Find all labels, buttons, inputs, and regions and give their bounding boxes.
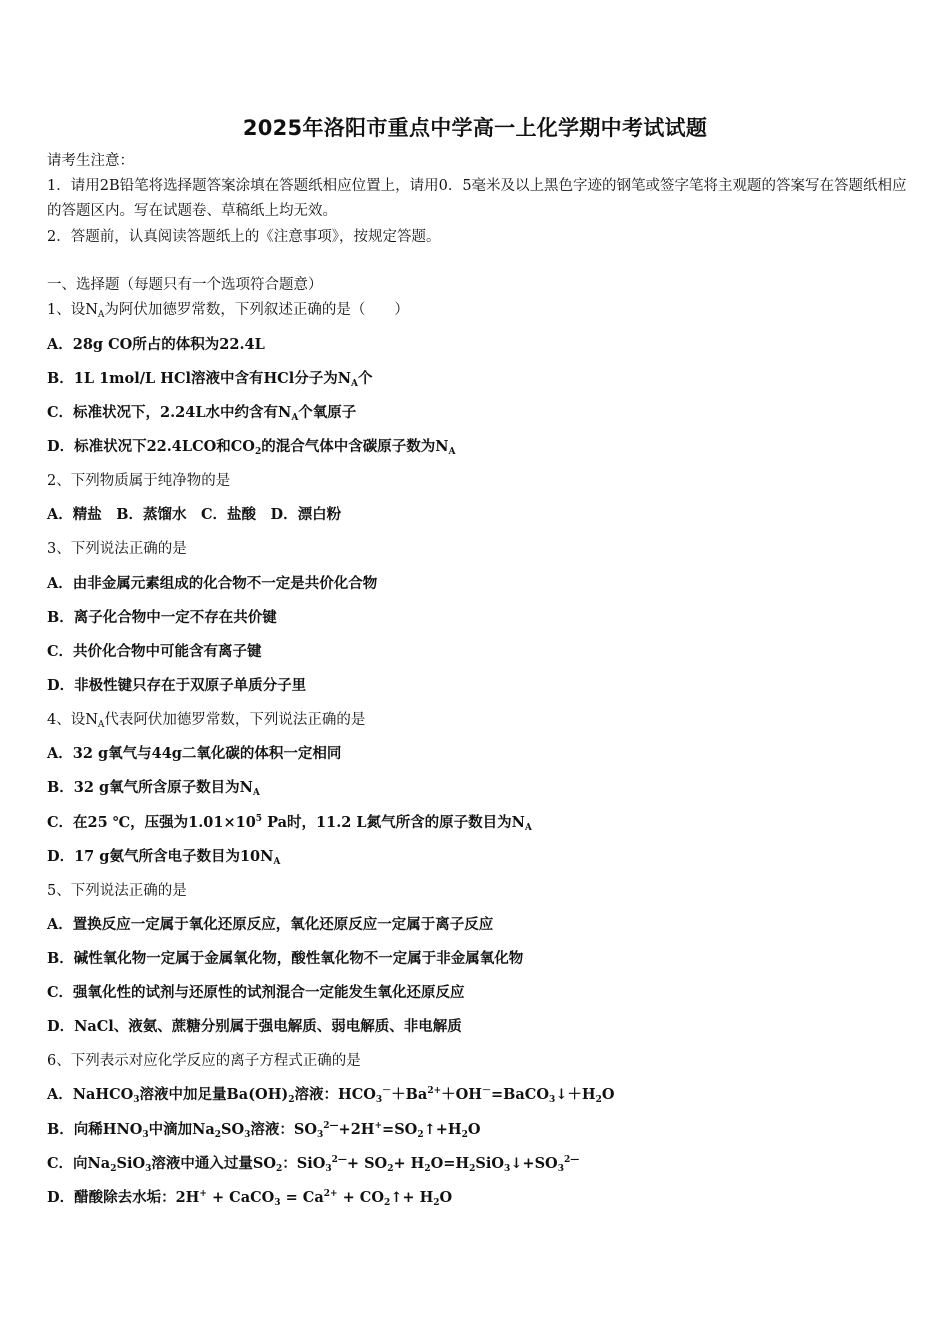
question-3-option-c: C．共价化合物中可能含有离子键 — [47, 643, 262, 660]
question-4-stem: 4、设$N_A$代表阿伏加德罗常数，下列说法正确的是 — [47, 712, 366, 730]
question-1-option-b: B．1L 1mol/L HCl溶液中含有HCl分子为$N_A$个 — [47, 370, 373, 389]
question-5-stem: 5、下列说法正确的是 — [47, 883, 187, 899]
question-1-option-d: D．标准状况下22.4LCO和$CO_2$的混合气体中含碳原子数为$N_A$ — [47, 438, 456, 457]
question-2-stem: 2、下列物质属于纯净物的是 — [47, 473, 231, 489]
question-3-option-a: A．由非金属元素组成的化合物不一定是共价化合物 — [47, 575, 378, 592]
question-6-option-b: B．向稀$HNO_3$中滴加$Na_2SO_3$溶液：$SO_3^{2—}+2H^+=SO_2↑+H_2O$ — [47, 1121, 481, 1140]
question-4-option-d: D．17 g氨气所含电子数目为$10N_A$ — [47, 848, 281, 867]
question-1-option-c: C．标准状况下，2.24L水中约含有$N_A$个氧原子 — [47, 404, 357, 423]
question-6-option-a: A．NaHCO$_3$溶液中加足量$Ba(OH)_2$溶液：$HCO_3^-+Ba^{2+}+OH^-=BaCO_3↓+H_2O$ — [47, 1086, 615, 1105]
question-4-option-c: C．在25 ℃，压强为$1.01\times 10^5$ Pa时，11.2 L氮气所含的原子数目为$N_A$ — [47, 814, 532, 833]
question-5-option-b: B．碱性氧化物一定属于金属氧化物，酸性氧化物不一定属于非金属氧化物 — [47, 950, 524, 967]
question-6-option-c: C．向$Na_2SiO_3$溶液中通入过量$SO_2$：$SiO_3^{2—}+ SO_2+$ $H_2O=H_2SiO_3↓+SO_3^{2—}$ — [47, 1155, 580, 1174]
question-3-option-d: D．非极性键只存在于双原子单质分子里 — [47, 677, 307, 694]
page-title: 2025年洛阳市重点中学高一上化学期中考试试题 — [242, 116, 708, 140]
question-2-options: A．精盐 B．蒸馏水 C．盐酸 D．漂白粉 — [47, 506, 342, 523]
question-5-option-c: C．强氧化性的试剂与还原性的试剂混合一定能发生氧化还原反应 — [47, 984, 465, 1001]
question-3-option-b: B．离子化合物中一定不存在共价键 — [47, 609, 277, 626]
notice-item-1: 1．请用2B铅笔将选择题答案涂填在答题纸相应位置上，请用0．5毫米及以上黑色字迹的钢笔或签字笔将主观题的答案写在答题纸相应的答题区内。写在试题卷、草稿纸上均无效。 — [47, 178, 907, 219]
question-1-option-a: A．28g CO所占的体积为22.4L — [47, 336, 265, 353]
question-6-stem: 6、下列表示对应化学反应的离子方程式正确的是 — [47, 1053, 361, 1069]
notice-heading: 请考生注意： — [47, 153, 134, 169]
section-heading: 一、选择题（每题只有一个选项符合题意） — [47, 277, 323, 293]
question-4-option-a: A．32 g氧气与44g二氧化碳的体积一定相同 — [47, 745, 342, 762]
question-3-stem: 3、下列说法正确的是 — [47, 541, 187, 557]
question-1-stem: 1、设$N_A$为阿伏加德罗常数，下列叙述正确的是（ ） — [47, 302, 409, 320]
notice-item-2: 2．答题前，认真阅读答题纸上的《注意事项》，按规定答题。 — [47, 229, 441, 245]
question-4-option-b: B．32 g氧气所含原子数目为$N_A$ — [47, 779, 260, 798]
question-5-option-a: A．置换反应一定属于氧化还原反应，氧化还原反应一定属于离子反应 — [47, 916, 494, 933]
question-5-option-d: D．NaCl、液氨、蔗糖分别属于强电解质、弱电解质、非电解质 — [47, 1018, 462, 1035]
question-6-option-d: D．醋酸除去水垢：2H+ + CaCO$_3$ = $Ca^{2+}$ + $CO_2↑+ H_2O$ — [47, 1189, 453, 1208]
